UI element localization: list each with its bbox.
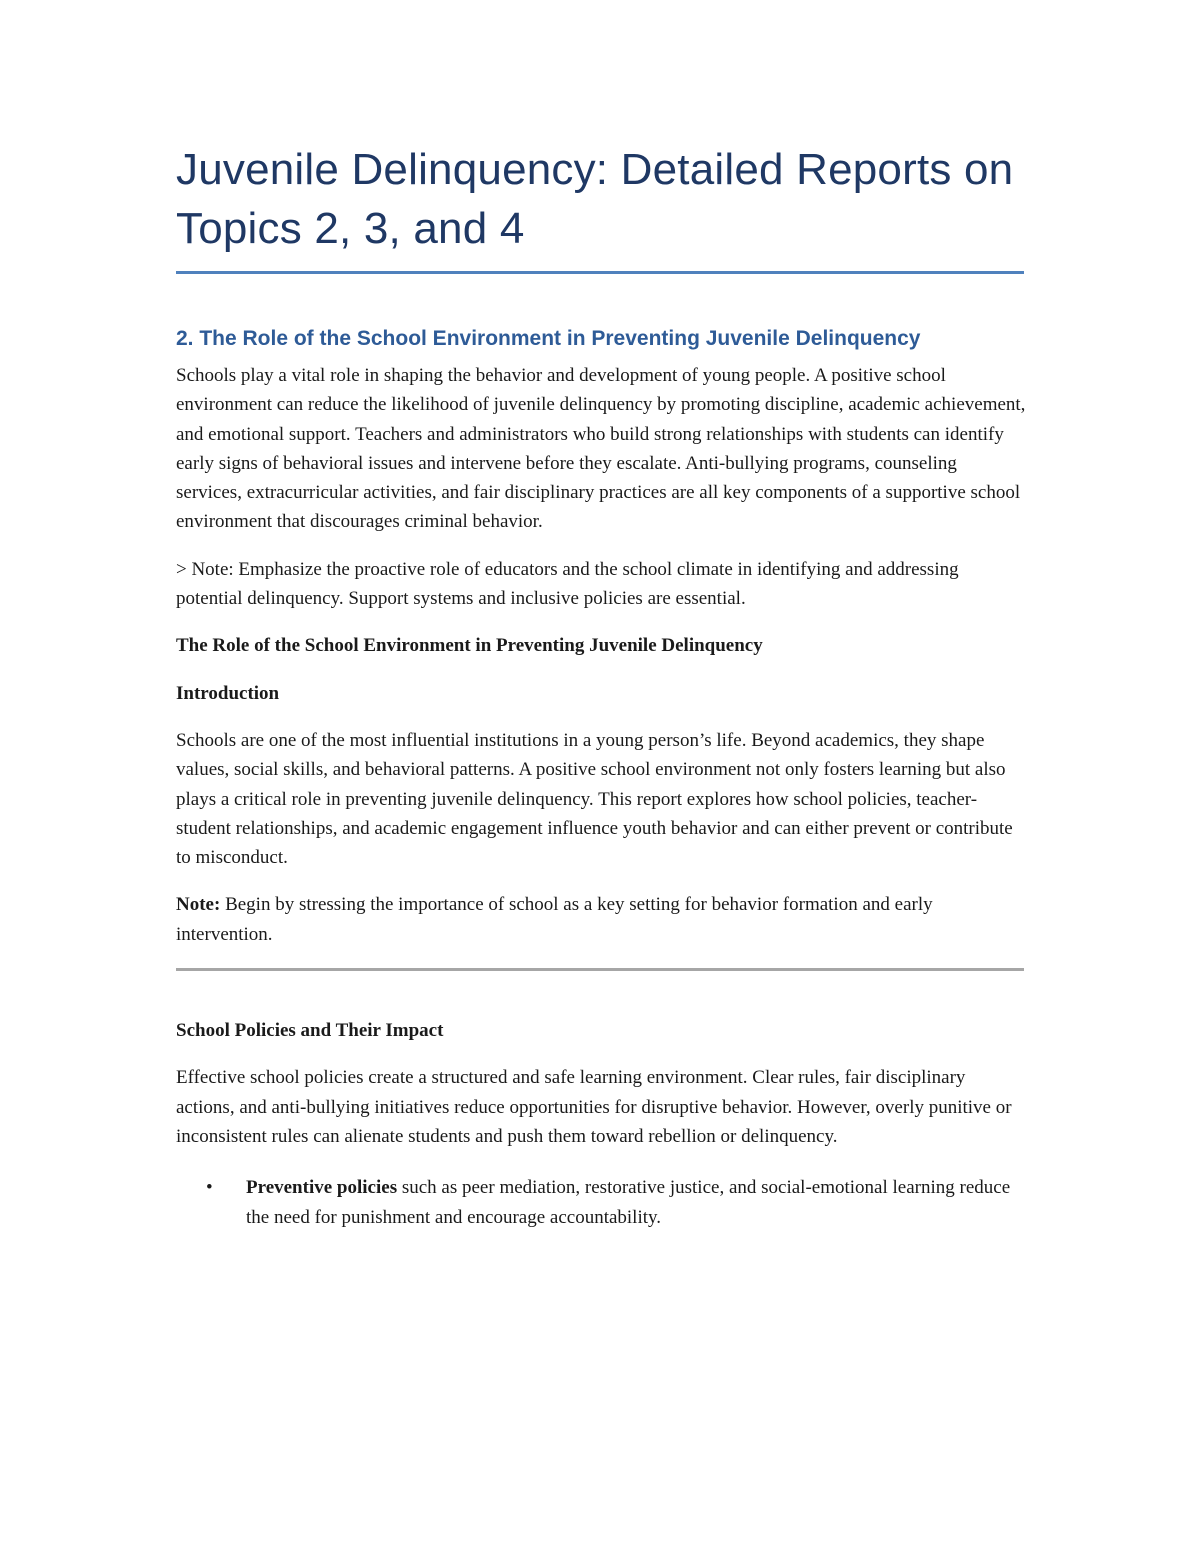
intro-note-text: Begin by stressing the importance of school as a key setting for behavior formation and early intervention.	[176, 894, 933, 945]
section-divider	[176, 968, 1024, 971]
bullet-bold-lead: Preventive policies	[246, 1177, 398, 1199]
intro-note	[176, 890, 1026, 949]
intro-paragraph: Schools are one of the most influential institutions in a young person’s life. Beyond academics, they shape values, social skills, and behavioral patterns. A positive school environment not only fosters learning but also plays a critical role in preventing juvenile delinquency. This report explores how school policies, teacher-student relationships, and academic engagement influence youth behavior and can either prevent or contribute to misconduct.	[176, 729, 1013, 869]
list-item	[176, 1173, 1026, 1232]
bullet-icon: •	[206, 1177, 213, 1199]
policies-paragraph: Effective school policies create a structured and safe learning environment. Clear rules, fair disciplinary actions, and anti-bullying initiatives reduce opportunities for disruptive behavior. However, overly punitive or inconsistent rules can alienate students and push them toward rebellion or delinquency.	[176, 1067, 1012, 1147]
section-paragraph: Schools play a vital role in shaping the behavior and development of young people. A positive school environment can reduce the likelihood of juvenile delinquency by promoting discipline, academic achievement, and emotional support. Teachers and administrators who build strong relationships with students can identify early signs of behavioral issues and intervene before they escalate. Anti-bullying programs, counseling services, extracurricular activities, and fair disciplinary practices are all key components of a supportive school environment that discourages criminal behavior.	[176, 365, 1026, 533]
title-underline	[176, 271, 1024, 274]
intro-note-label: Note:	[176, 894, 221, 916]
policies-bullet-list	[176, 1173, 1026, 1232]
document-title: Juvenile Delinquency: Detailed Reports on Topics 2, 3, and 4	[176, 145, 1014, 253]
quote-note: > Note: Emphasize the proactive role of educators and the school climate in identifying and addressing potential delinquency. Support systems and inclusive policies are essential.	[176, 558, 959, 610]
report-title: The Role of the School Environment in Preventing Juvenile Delinquency	[176, 635, 763, 657]
document-page	[176, 140, 1026, 1232]
intro-heading: Introduction	[176, 682, 280, 704]
policies-heading: School Policies and Their Impact	[176, 1020, 444, 1042]
section-heading: 2. The Role of the School Environment in Preventing Juvenile Delinquency	[176, 327, 921, 350]
bullet-text: such as peer mediation, restorative justice, and social-emotional learning reduce the need for punishment and encourage accountability.	[246, 1177, 1011, 1228]
